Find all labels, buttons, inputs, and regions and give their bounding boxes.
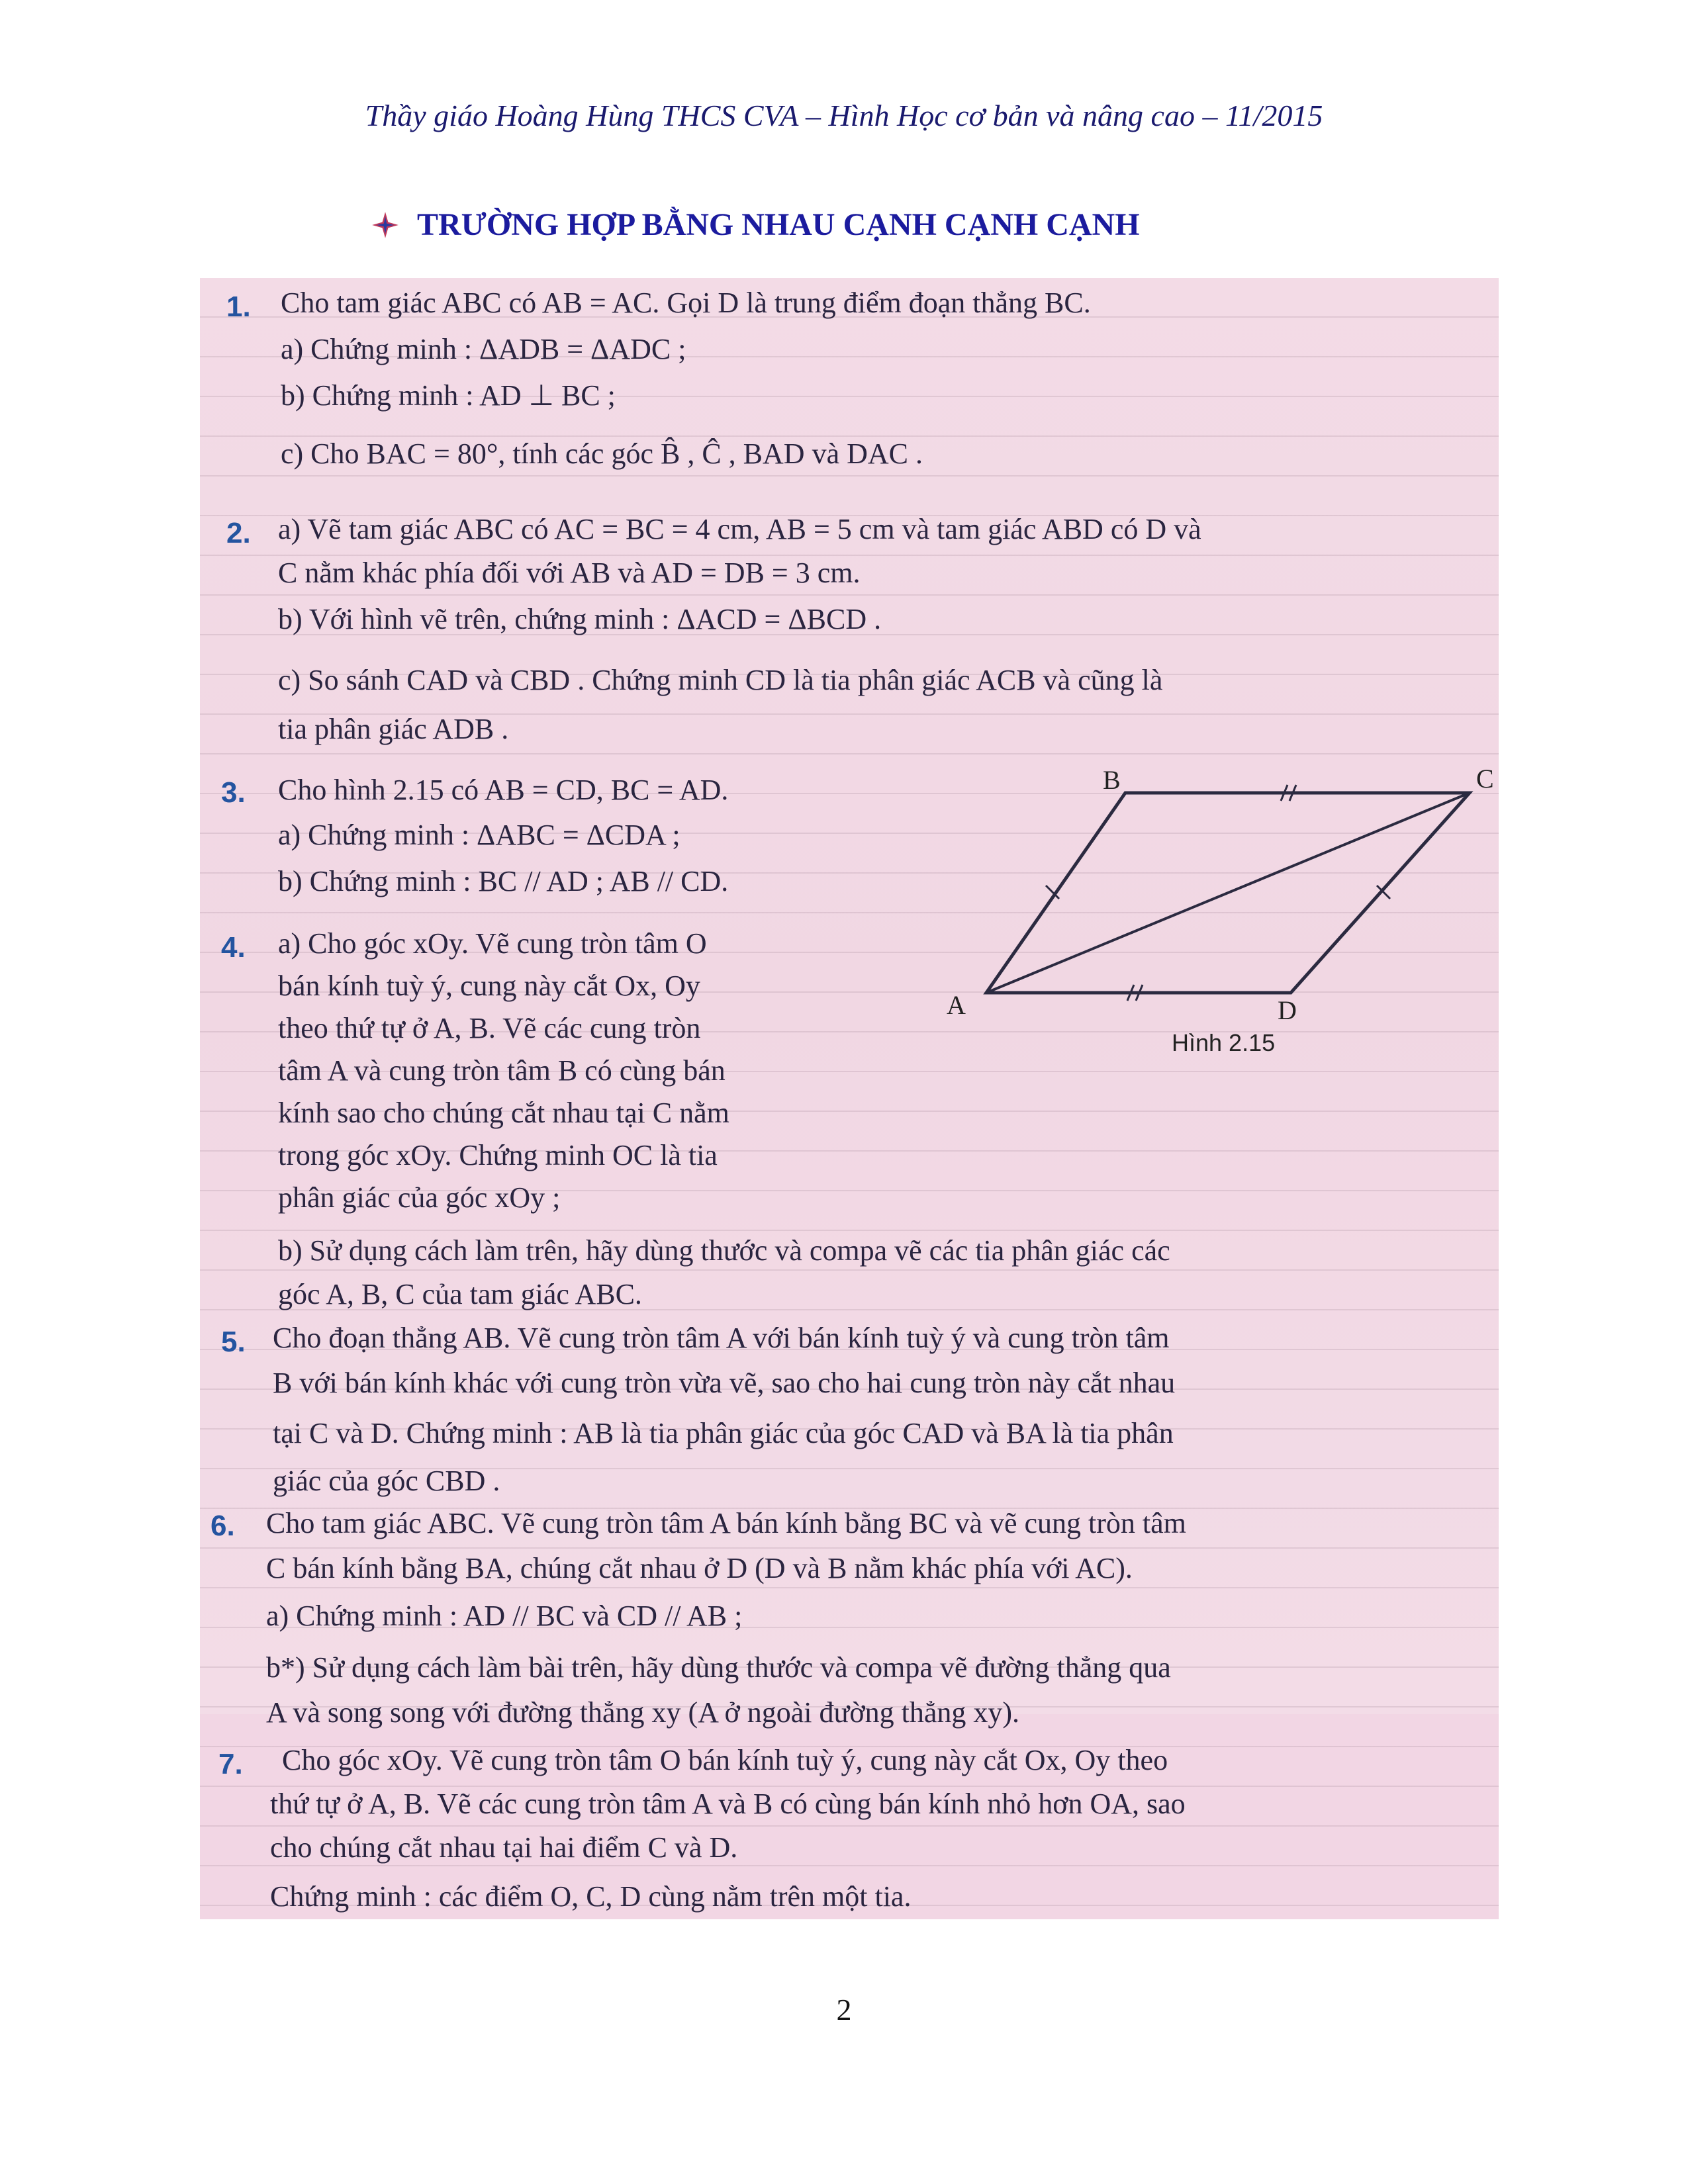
problem-line: trong góc xOy. Chứng minh OC là tia	[278, 1139, 718, 1171]
problem-line: Chứng minh : các điểm O, C, D cùng nằm trên một tia.	[270, 1880, 912, 1913]
problem-line: tại C và D. Chứng minh : AB là tia phân giác của góc CAD và BA là tia phân	[273, 1417, 1174, 1449]
problem-line: cho chúng cắt nhau tại hai điểm C và D.	[270, 1831, 738, 1864]
problem-number: 3.	[221, 776, 246, 809]
problem-line: b*) Sử dụng cách làm bài trên, hãy dùng thước và compa vẽ đường thẳng qua	[266, 1651, 1171, 1684]
problem-line: Cho tam giác ABC có AB = AC. Gọi D là trung điểm đoạn thẳng BC.	[281, 287, 1091, 319]
problem-number: 7.	[218, 1748, 243, 1780]
figure-2-15	[947, 768, 1496, 1059]
problem-line: a) Chứng minh : ΔABC = ΔCDA ;	[278, 819, 680, 851]
page-number: 2	[836, 1993, 852, 2026]
problem-line: b) Với hình vẽ trên, chứng minh : ΔACD = ΔBCD .	[278, 603, 882, 635]
figure-caption: Hình 2.15	[1172, 1029, 1276, 1056]
problem-line: theo thứ tự ở A, B. Vẽ các cung tròn	[278, 1012, 701, 1044]
problem-line: Cho tam giác ABC. Vẽ cung tròn tâm A bán kính bằng BC và vẽ cung tròn tâm	[266, 1507, 1186, 1539]
problem-line: a) Chứng minh : ΔADB = ΔADC ;	[281, 333, 686, 365]
problem-line: phân giác của góc xOy ;	[278, 1181, 561, 1214]
page-header: Thầy giáo Hoàng Hùng THCS CVA – Hình Học cơ bản và nâng cao – 11/2015	[365, 99, 1323, 132]
problem-line: A và song song với đường thẳng xy (A ở ngoài đường thẳng xy).	[266, 1696, 1020, 1729]
bullet-star-icon	[371, 210, 400, 240]
problem-number: 2.	[226, 517, 251, 549]
problem-line: thứ tự ở A, B. Vẽ các cung tròn tâm A và B có cùng bán kính nhỏ hơn OA, sao	[270, 1788, 1186, 1820]
problem-line: Cho đoạn thẳng AB. Vẽ cung tròn tâm A với bán kính tuỳ ý và cung tròn tâm	[273, 1322, 1170, 1354]
problem-line: b) Chứng minh : AD ⊥ BC ;	[281, 379, 616, 412]
problem-line: bán kính tuỳ ý, cung này cắt Ox, Oy	[278, 970, 700, 1002]
parallelogram-diagram	[947, 768, 1496, 1059]
problem-line: c) Cho BAC = 80°, tính các góc B̂ , Ĉ , BAD và DAC .	[281, 437, 923, 470]
problem-line: tia phân giác ADB .	[278, 713, 509, 745]
vertex-label-d: D	[1278, 995, 1297, 1025]
problem-line: C nằm khác phía đối với AB và AD = DB = 3 cm.	[278, 557, 861, 589]
problem-line: kính sao cho chúng cắt nhau tại C nằm	[278, 1097, 729, 1129]
problem-line: b) Chứng minh : BC // AD ; AB // CD.	[278, 865, 729, 897]
problem-line: C bán kính bằng BA, chúng cắt nhau ở D (D và B nằm khác phía với AC).	[266, 1552, 1133, 1584]
problem-number: 4.	[221, 931, 246, 964]
problem-line: a) Vẽ tam giác ABC có AC = BC = 4 cm, AB = 5 cm và tam giác ABD có D và	[278, 513, 1201, 545]
problem-line: giác của góc CBD .	[273, 1465, 500, 1497]
problem-line: a) Cho góc xOy. Vẽ cung tròn tâm O	[278, 927, 707, 960]
vertex-label-a: A	[947, 990, 966, 1020]
vertex-label-c: C	[1476, 768, 1494, 794]
problem-line: góc A, B, C của tam giác ABC.	[278, 1278, 642, 1310]
problem-line: c) So sánh CAD và CBD . Chứng minh CD là tia phân giác ACB và cũng là	[278, 664, 1163, 696]
problem-line: Cho góc xOy. Vẽ cung tròn tâm O bán kính tuỳ ý, cung này cắt Ox, Oy theo	[282, 1744, 1168, 1776]
problem-line: tâm A và cung tròn tâm B có cùng bán	[278, 1054, 726, 1087]
section-title: TRƯỜNG HỢP BẰNG NHAU CẠNH CẠNH CẠNH	[417, 207, 1140, 242]
problem-line: a) Chứng minh : AD // BC và CD // AB ;	[266, 1600, 743, 1632]
problem-number: 6.	[211, 1510, 235, 1542]
vertex-label-b: B	[1103, 768, 1121, 795]
problem-line: Cho hình 2.15 có AB = CD, BC = AD.	[278, 774, 729, 806]
section-heading	[371, 206, 1140, 243]
problem-line: b) Sử dụng cách làm trên, hãy dùng thước và compa vẽ các tia phân giác các	[278, 1234, 1170, 1267]
problem-line: B với bán kính khác với cung tròn vừa vẽ, sao cho hai cung tròn này cắt nhau	[273, 1367, 1176, 1399]
diagonal-ac	[986, 793, 1470, 993]
problem-number: 5.	[221, 1326, 246, 1358]
problem-number: 1.	[226, 291, 251, 323]
